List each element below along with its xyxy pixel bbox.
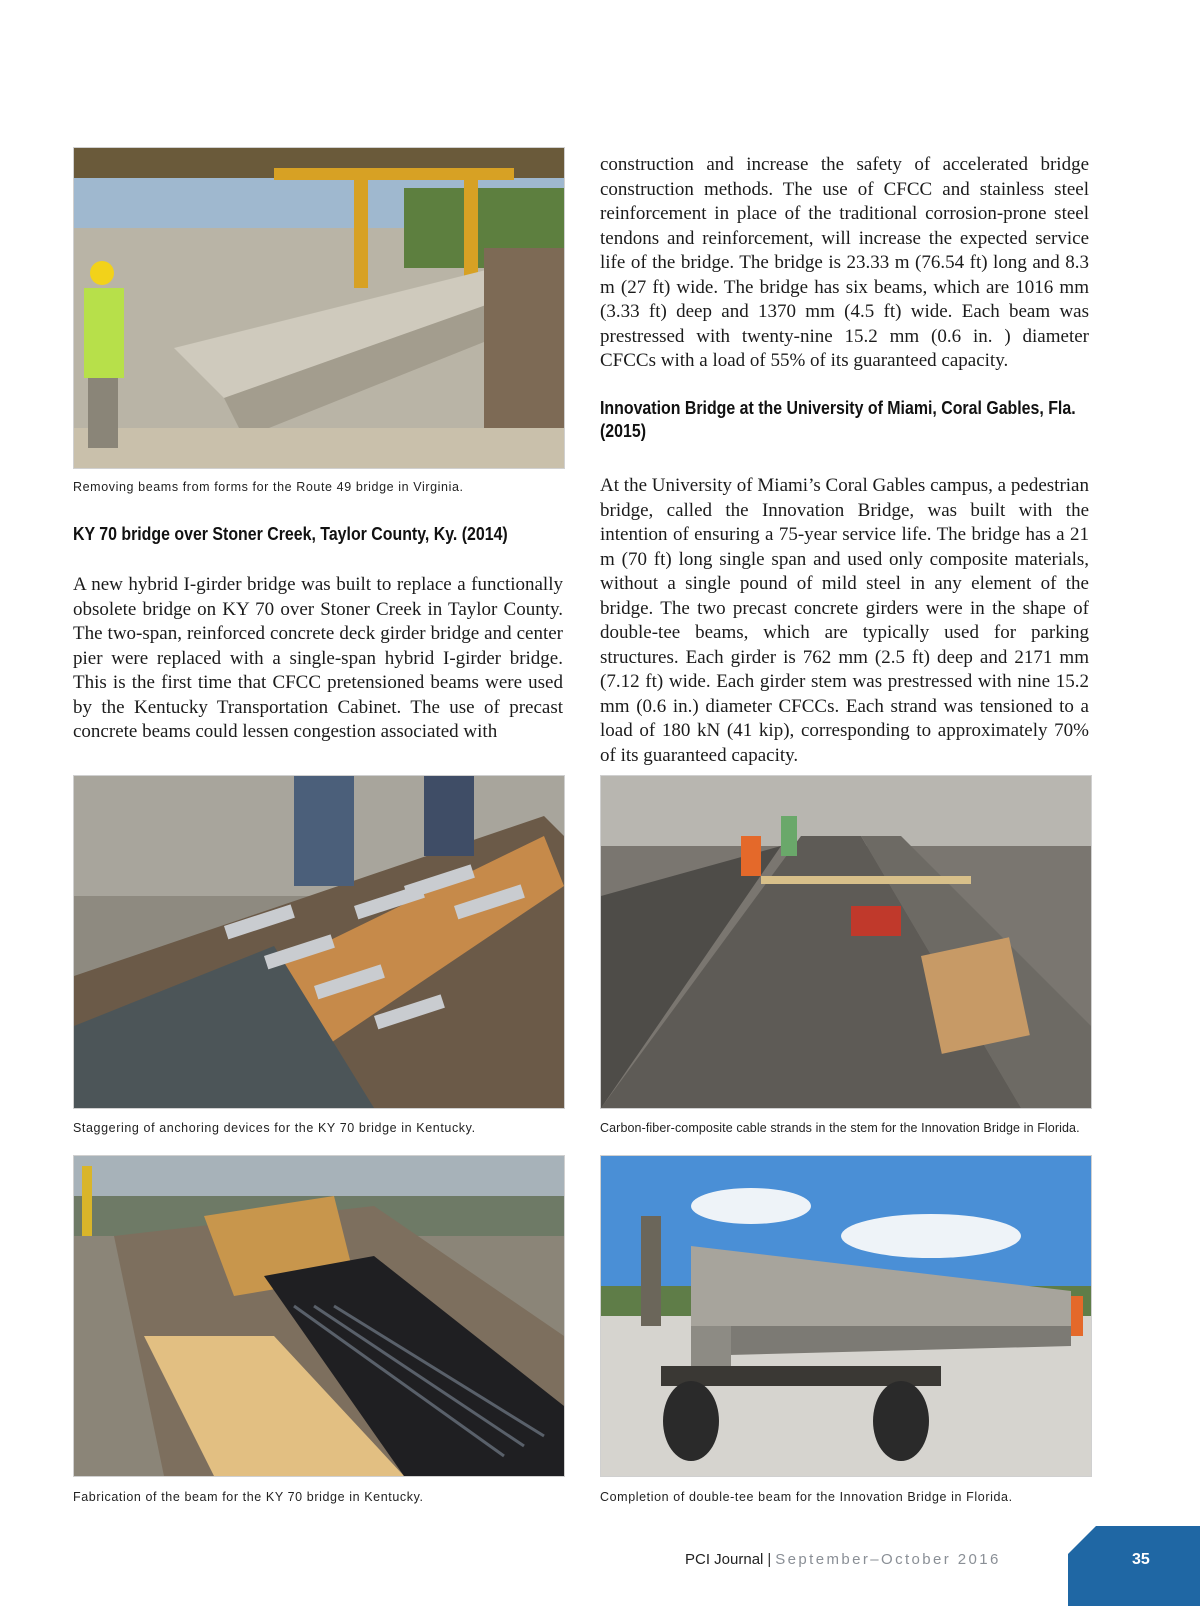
- photo-route49-beams: [73, 147, 565, 469]
- photo-ky70-staggering: [73, 775, 565, 1109]
- photo-innovation-strands: [600, 775, 1092, 1109]
- caption-route49: Removing beams from forms for the Route 49 bridge in Virginia.: [73, 480, 464, 494]
- journal-name: PCI Journal: [685, 1551, 764, 1568]
- body-ky70: A new hybrid I-girder bridge was built to replace a functionally obsolete bridge on KY 70 over Stoner Creek in Taylor County. The two-span, reinforced concrete deck girder bridge and center pier were replaced with a single-span hybrid I-girder bridge. This is the first time that CFCC pretensioned beams were used by the Kentucky Transportation Cabinet. The use of precast concrete beams could lessen congestion associated with: [73, 574, 563, 742]
- footer-separator: |: [767, 1551, 772, 1568]
- photo-ky70-fabrication: [73, 1155, 565, 1477]
- caption-ky70-fabrication: Fabrication of the beam for the KY 70 bridge in Kentucky.: [73, 1490, 424, 1504]
- heading-ky70: KY 70 bridge over Stoner Creek, Taylor County, Ky. (2014): [73, 523, 508, 544]
- caption-ky70-staggering: Staggering of anchoring devices for the KY 70 bridge in Kentucky.: [73, 1121, 476, 1135]
- photo-innovation-completion: [600, 1155, 1092, 1477]
- caption-innovation-completion: Completion of double-tee beam for the Innovation Bridge in Florida.: [600, 1490, 1013, 1504]
- body-innovation-bridge: At the University of Miami’s Coral Gables campus, a pedestrian bridge, called the Innovation Bridge, was built with the intention of ensuring a 75-year service life. The bridge has a 21 m (70 ft) long single span and used only composite materials, without a single pound of mild steel in any element of the bridge. The two precast concrete girders were in the shape of double-tee beams, which are typically used for parking structures. Each girder is 762 mm (2.5 ft) deep and 2171 mm (7.12 ft) wide. Each girder stem was prestressed with nine 15.2 mm (0.6 in.) diameter CFCCs. Each strand was tensioned to a load of 180 kN (41 kip), corresponding to approximately 70% of its guaranteed capacity.: [600, 475, 1089, 766]
- heading-innovation-bridge: Innovation Bridge at the University of Miami, Coral Gables, Fla. (2015): [600, 397, 1076, 441]
- page-number: 35: [1132, 1551, 1150, 1568]
- body-ky70-continued: construction and increase the safety of accelerated bridge construction methods. The use of CFCC and stainless steel reinforcement in place of the traditional corrosion-prone steel tendons and reinforcement, will increase the expected service life of the bridge. The bridge is 23.33 m (76.54 ft) long and 8.3 m (27 ft) wide. The bridge has six beams, which are 1016 mm (3.33 ft) deep and 1370 mm (4.5 ft) wide. Each beam was prestressed with twenty-nine 15.2 mm (0.6 in. ) diameter CFCCs with a load of 55% of its guaranteed capacity.: [600, 154, 1089, 371]
- caption-innovation-strands: Carbon-fiber-composite cable strands in the stem for the Innovation Bridge in Florida.: [600, 1121, 1080, 1135]
- footer-journal: [685, 1551, 1001, 1568]
- issue-date: September–October 2016: [775, 1551, 1001, 1568]
